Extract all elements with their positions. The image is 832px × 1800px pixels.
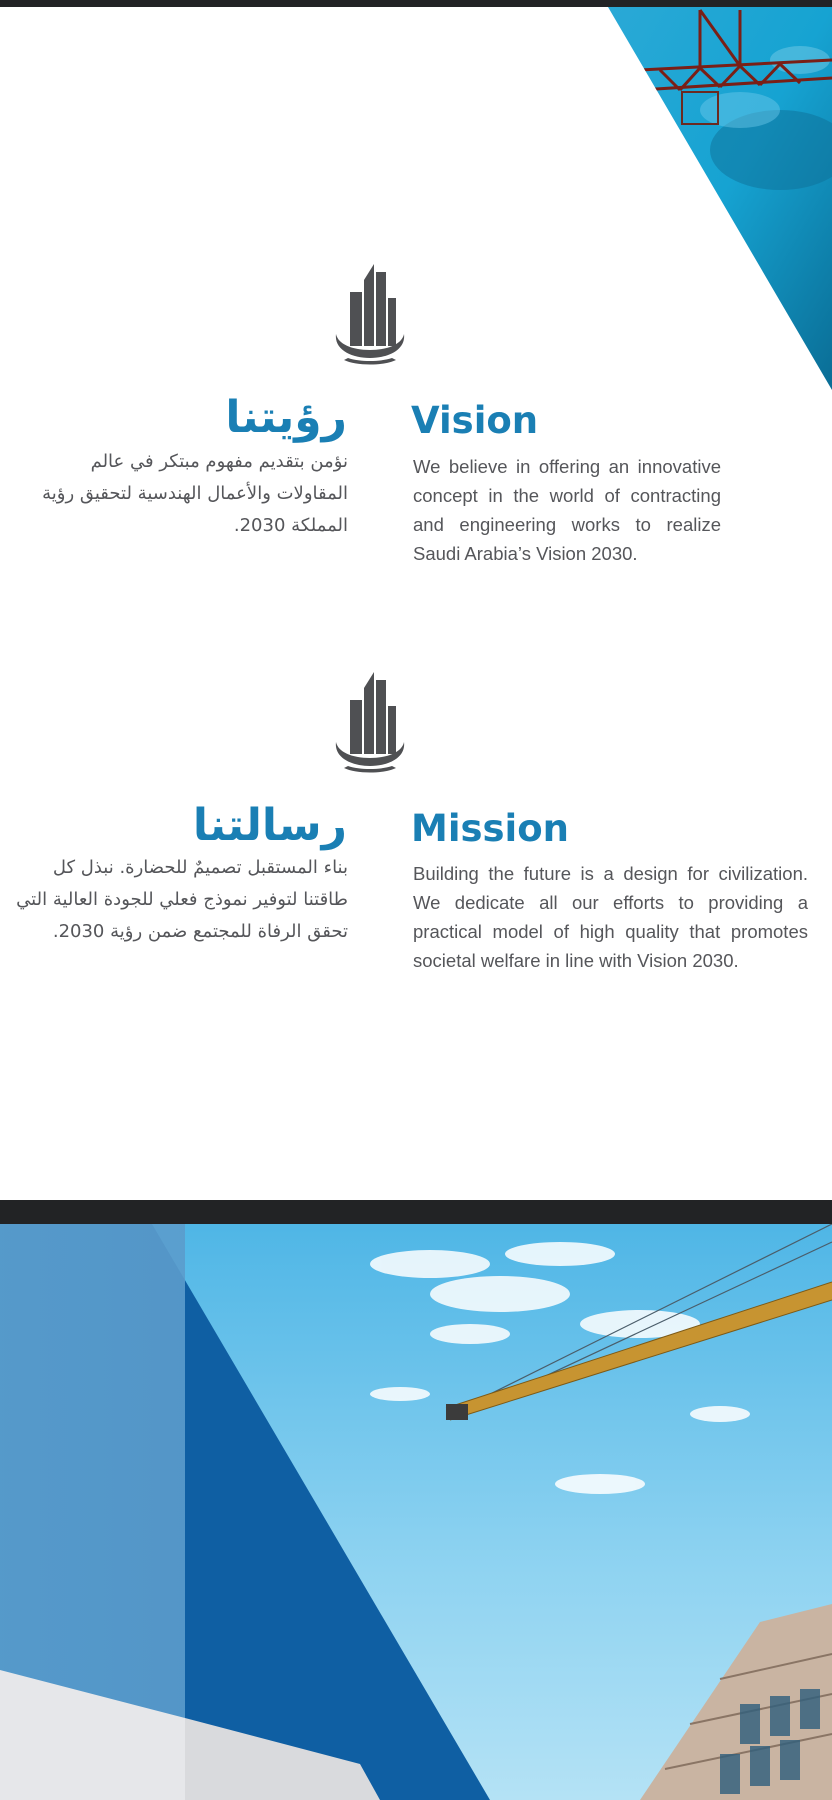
crane-sky-photo <box>0 0 832 400</box>
building-icon <box>330 670 410 774</box>
mission-heading-english: Mission <box>411 807 569 850</box>
vision-heading-arabic: رؤيتنا <box>225 392 347 443</box>
mission-body-english: Building the future is a design for civilization. We dedicate all our efforts to providing a practical model of high quality that promotes societal welfare in line with Vision 2030. <box>413 863 808 971</box>
mission-body-arabic: بناء المستقبل تصميمٌ للحضارة. نبذل كل طاقتنا لتوفير نموذج فعلي للجودة العالية التي تحقق الرفاة للمجتمع ضمن رؤية 2030. <box>16 857 348 942</box>
vision-heading-english: Vision <box>411 399 539 442</box>
construction-photo <box>0 1224 832 1800</box>
vision-body-english: We believe in offering an innovative concept in the world of contracting and engineering works to realize Saudi Arabia’s Vision 2030. <box>413 456 721 564</box>
building-icon <box>330 262 410 366</box>
page-divider <box>0 1200 832 1224</box>
vision-body-arabic: نؤمن بتقديم مفهوم مبتكر في عالم المقاولات والأعمال الهندسية لتحقيق رؤية المملكة 2030. <box>42 451 348 536</box>
cover-photo-page <box>0 1224 832 1800</box>
mission-heading-arabic: رسالتنا <box>192 800 347 851</box>
